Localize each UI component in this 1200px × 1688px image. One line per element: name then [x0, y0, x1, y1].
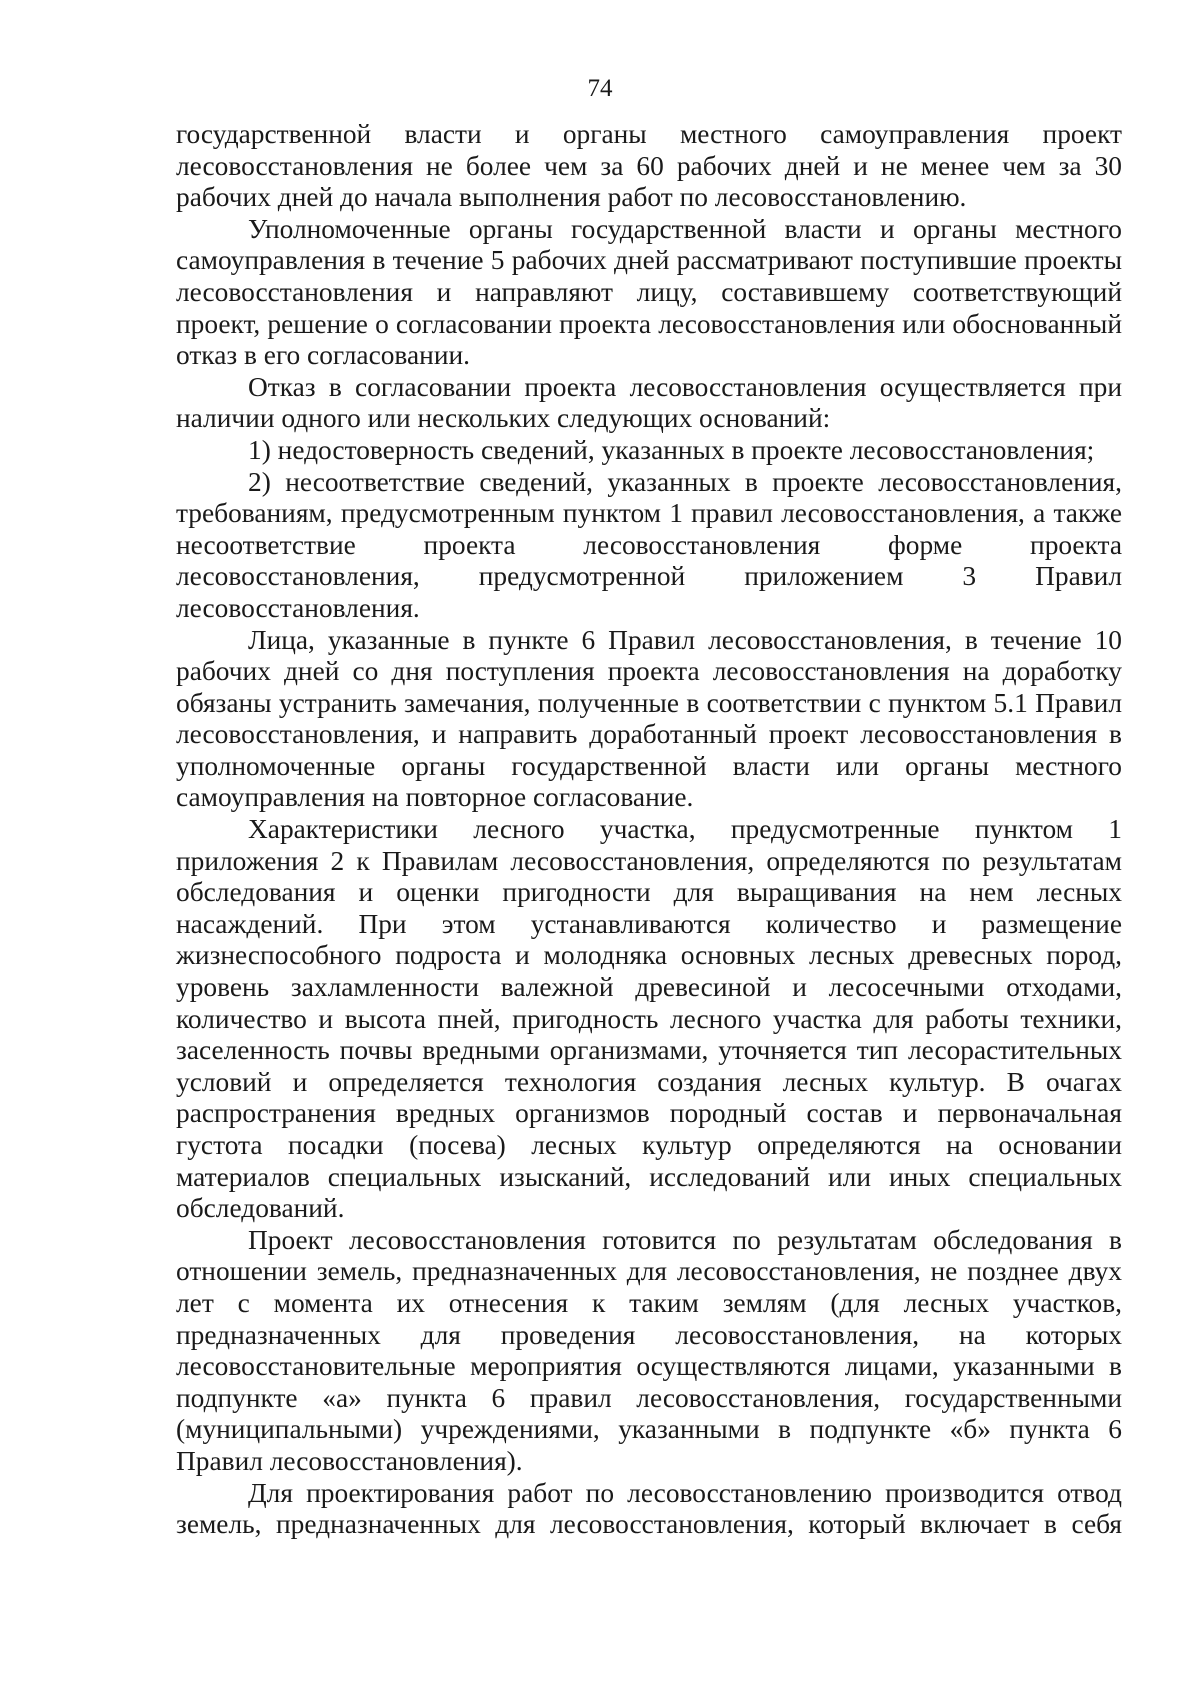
paragraph-refusal-grounds: Отказ в согласовании проекта лесовосстановления осуществляется при наличии одного или нескольких следующих оснований:	[176, 371, 1122, 434]
page-number: 74	[587, 75, 613, 102]
list-item-1: 1) недостоверность сведений, указанных в проекте лесовосстановления;	[248, 434, 1095, 465]
paragraph-continuation: государственной власти и органы местного самоуправления проект лесовосстановления не более чем за 60 рабочих дней и не менее чем за 30 рабочих дней до начала выполнения работ по лесовосстановлению.	[176, 119, 1122, 213]
paragraph-land-allocation: Для проектирования работ по лесовосстановлению производится отвод земель, предназначенных для лесовосстановления, который включает в себя	[176, 1477, 1122, 1540]
paragraph-site-characteristics: Характеристики лесного участка, предусмотренные пунктом 1 приложения 2 к Правилам лесовосстановления, определяются по результатам обследования и оценки пригодности для выращивания на нем лесных насаждений. При этом устанавливаются количество и размещение жизнеспособного подроста и молодняка основных лесных древесных пород, уровень захламленности валежной древесиной и лесосечными отходами, количество и высота пней, пригодность лесного участка для работы техники, заселенность почвы вредными организмами, уточняется тип лесорастительных условий и определяется технология создания лесных культур. В очагах распространения вредных организмов породный состав и первоначальная густота посадки (посева) лесных культур определяются на основании материалов специальных изысканий, исследований или иных специальных обследований.	[176, 814, 1122, 1224]
paragraph-approval-review: Уполномоченные органы государственной власти и органы местного самоуправления в течение 5 рабочих дней рассматривают поступившие проекты лесовосстановления и направляют лицу, составившему соответствующий проект, решение о согласовании проекта лесовосстановления или обоснованный отказ в его согласовании.	[176, 213, 1122, 371]
document-body	[176, 119, 1122, 1541]
paragraph-rework: Лица, указанные в пункте 6 Правил лесовосстановления, в течение 10 рабочих дней со дня поступления проекта лесовосстановления на доработку обязаны устранить замечания, полученные в соответствии с пунктом 5.1 Правил лесовосстановления, и направить доработанный проект лесовосстановления в уполномоченные органы государственной власти или органы местного самоуправления на повторное согласование.	[176, 624, 1122, 813]
list-item-2: 2) несоответствие сведений, указанных в проекте лесовосстановления, требованиям, предусмотренным пунктом 1 правил лесовосстановления, а также несоответствие проекта лесовосстановления форме проекта лесовосстановления, предусмотренной приложением 3 Правил лесовосстановления.	[176, 466, 1122, 623]
paragraph-project-preparation: Проект лесовосстановления готовится по результатам обследования в отношении земель, предназначенных для лесовосстановления, не позднее двух лет с момента их отнесения к таким землям (для лесных участков, предназначенных для проведения лесовосстановления, на которых лесовосстановительные мероприятия осуществляются лицами, указанными в подпункте «а» пункта 6 правил лесовосстановления, государственными (муниципальными) учреждениями, указанными в подпункте «б» пункта 6 Правил лесовосстановления).	[176, 1224, 1122, 1476]
